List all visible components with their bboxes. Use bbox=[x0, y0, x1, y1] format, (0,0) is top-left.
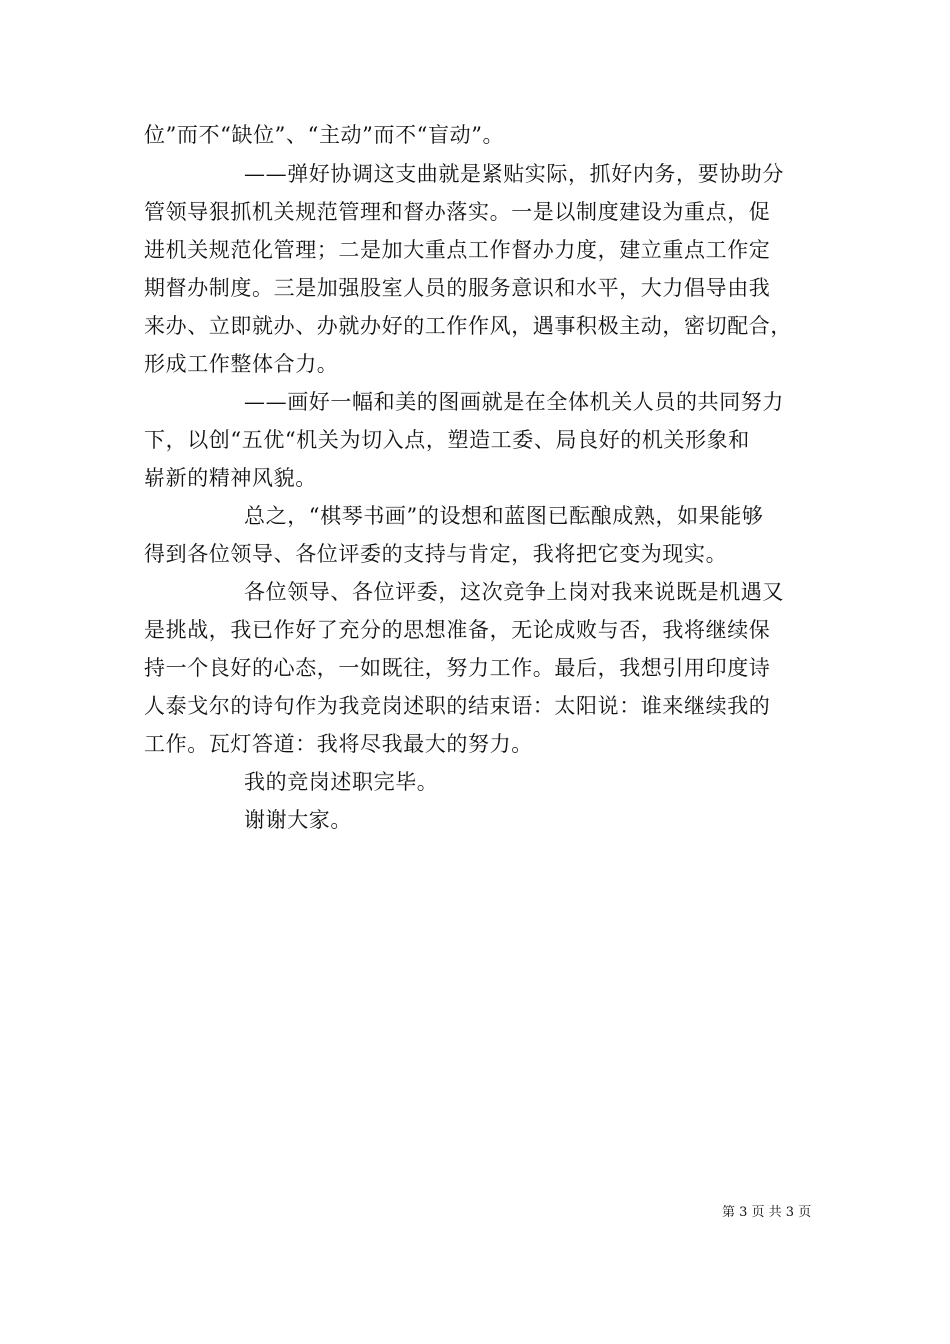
page-number-footer: 第 3 页 共 3 页 bbox=[722, 1205, 812, 1220]
body-text-line: 各位领导、各位评委，这次竞争上岗对我来说既是机遇又 bbox=[244, 580, 784, 604]
body-text-line: 持一个良好的心态，一如既往，努力工作。最后，我想引用印度诗 bbox=[144, 656, 771, 680]
body-text-line: 是挑战，我已作好了充分的思想准备，无论成败与否，我将继续保 bbox=[144, 618, 771, 642]
body-text-line: 下，以创“五优“机关为切入点，塑造工委、局良好的机关形象和 bbox=[144, 428, 750, 452]
body-text-line: 得到各位领导、各位评委的支持与肯定，我将把它变为现实。 bbox=[144, 542, 728, 566]
body-text-line: 形成工作整体合力。 bbox=[144, 352, 339, 376]
body-text-line: 崭新的精神风貌。 bbox=[144, 466, 317, 490]
body-text-line: 期督办制度。三是加强股室人员的服务意识和水平，大力倡导由我 bbox=[144, 276, 771, 300]
body-text-line: 人泰戈尔的诗句作为我竞岗述职的结束语：太阳说：谁来继续我的 bbox=[144, 694, 771, 718]
body-text-line: 我的竞岗述职完毕。 bbox=[244, 770, 439, 794]
body-text-line: 位”而不“缺位”、“主动”而不“盲动”。 bbox=[144, 123, 505, 147]
body-text-line: 工作。瓦灯答道：我将尽我最大的努力。 bbox=[144, 732, 533, 756]
body-text-line: ——弹好协调这支曲就是紧贴实际，抓好内务，要协助分 bbox=[244, 162, 784, 186]
body-text-line: 总之，“棋琴书画”的设想和蓝图已酝酿成熟，如果能够 bbox=[244, 504, 764, 528]
body-text-line: ——画好一幅和美的图画就是在全体机关人员的共同努力 bbox=[244, 390, 784, 414]
body-text-line: 进机关规范化管理；二是加大重点工作督办力度，建立重点工作定 bbox=[144, 238, 771, 262]
body-text-line: 谢谢大家。 bbox=[244, 808, 352, 832]
body-text-line: 管领导狠抓机关规范管理和督办落实。一是以制度建设为重点，促 bbox=[144, 200, 771, 224]
body-text-line: 来办、立即就办、办就办好的工作作风，遇事积极主动，密切配合， bbox=[144, 314, 792, 338]
